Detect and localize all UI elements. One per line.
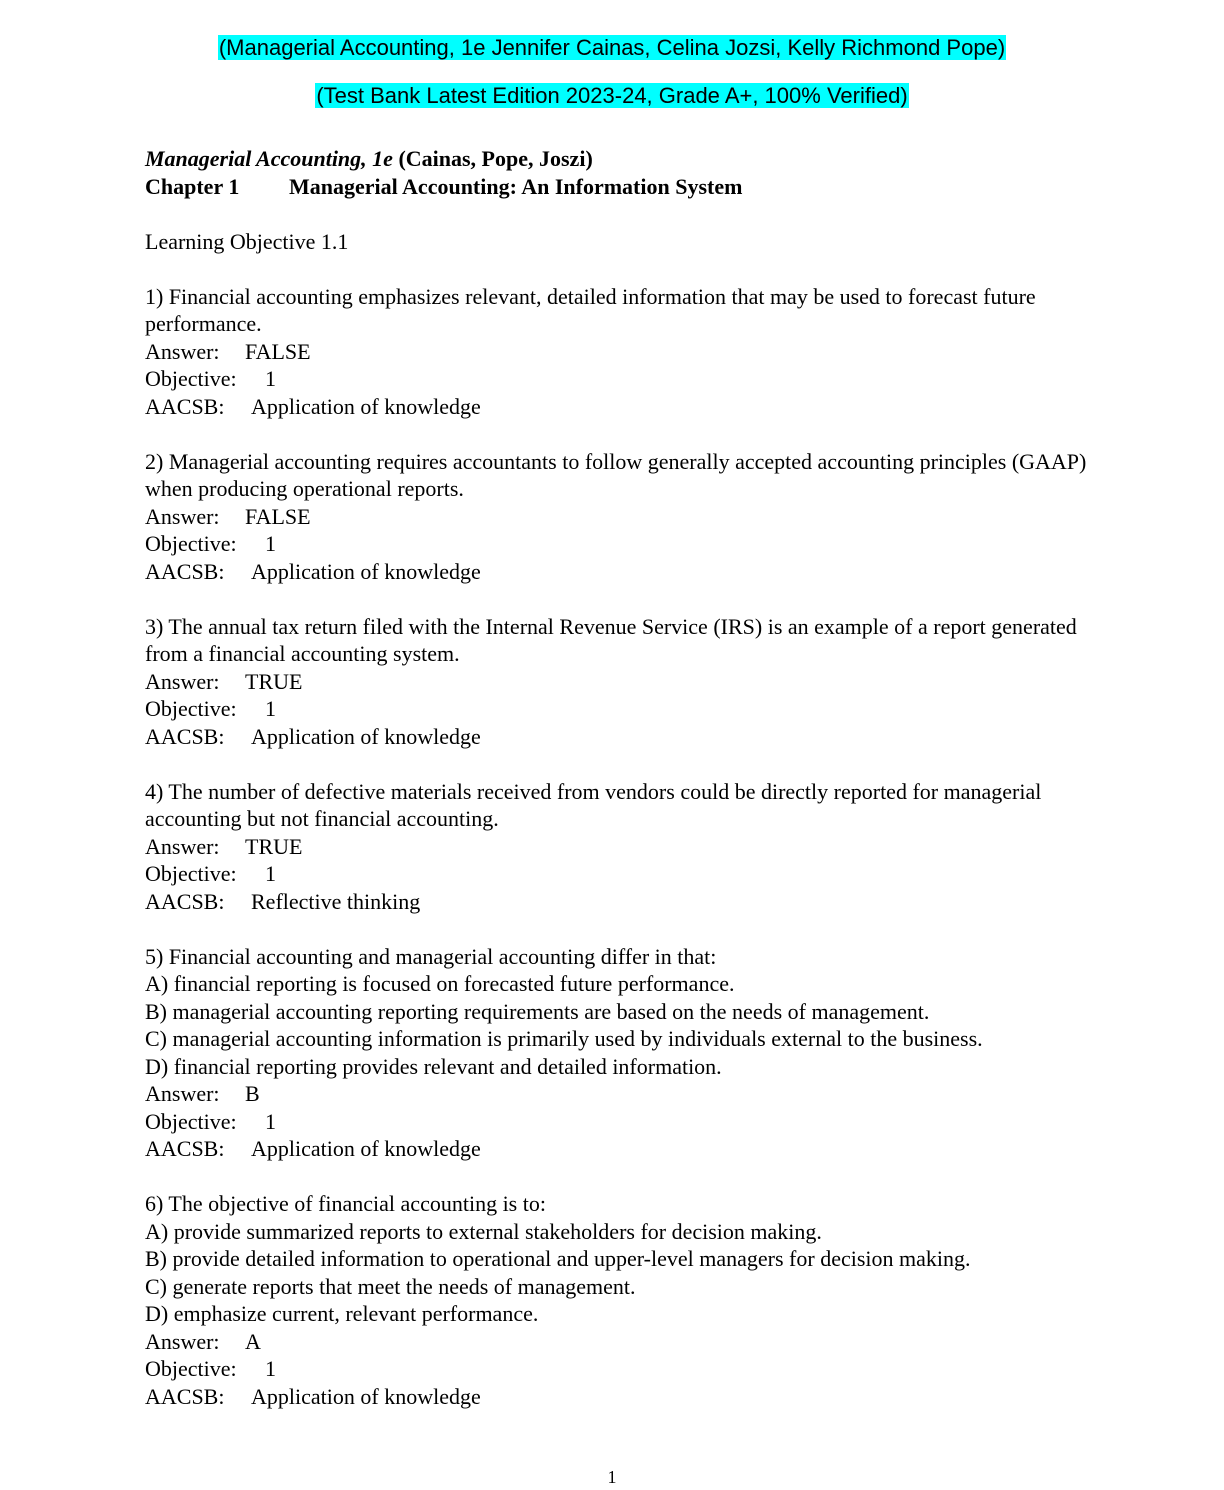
banner-subtitle-line — [0, 83, 1224, 109]
question-stem: 6) The objective of financial accounting is to: — [145, 1191, 546, 1216]
question-stem: 5) Financial accounting and managerial accounting differ in that: — [145, 943, 717, 969]
answer-value: TRUE — [245, 833, 303, 859]
objective-value: 1 — [265, 861, 276, 886]
answer-value: A — [245, 1328, 261, 1354]
banner-title-line — [0, 35, 1224, 61]
aacsb-row — [145, 723, 1105, 751]
question-stem: 3) The annual tax return filed with the Internal Revenue Service (IRS) is an example of a report generated from a financial accounting system. — [145, 613, 1077, 666]
question-block — [145, 943, 1105, 1163]
question-block — [145, 778, 1105, 916]
answer-option: B) provide detailed information to operational and upper-level managers for decision making. — [145, 1246, 971, 1271]
answer-option: C) generate reports that meet the needs of management. — [145, 1273, 636, 1299]
answer-row — [145, 1080, 1105, 1108]
answer-label: Answer: — [145, 1081, 220, 1106]
question-block — [145, 613, 1105, 751]
answer-value: FALSE — [245, 338, 311, 364]
learning-objective-heading: Learning Objective 1.1 — [145, 228, 349, 254]
objective-label: Objective: — [145, 1356, 237, 1381]
question-stem: 1) Financial accounting emphasizes relevant, detailed information that may be used to forecast future performance. — [145, 283, 1036, 336]
question-block — [145, 448, 1105, 586]
answer-option: A) financial reporting is focused on forecasted future performance. — [145, 971, 735, 996]
answer-row — [145, 1328, 1105, 1356]
answer-value: FALSE — [245, 503, 311, 529]
answer-option: C) managerial accounting information is primarily used by individuals external to the business. — [145, 1026, 983, 1051]
aacsb-value: Application of knowledge — [251, 723, 481, 749]
answer-option: D) financial reporting provides relevant and detailed information. — [145, 1053, 722, 1079]
objective-row — [145, 1355, 1105, 1383]
answer-value: TRUE — [245, 668, 303, 694]
answer-row — [145, 833, 1105, 861]
aacsb-label: AACSB: — [145, 558, 225, 584]
chapter-title: Managerial Accounting: An Information System — [289, 173, 743, 199]
aacsb-row — [145, 1383, 1105, 1411]
answer-label: Answer: — [145, 503, 220, 529]
answer-value: B — [245, 1081, 260, 1106]
question-block — [145, 1190, 1105, 1410]
objective-row — [145, 695, 1105, 723]
answer-row — [145, 668, 1105, 696]
aacsb-value: Application of knowledge — [251, 393, 481, 419]
aacsb-label: AACSB: — [145, 1136, 225, 1161]
answer-option: A) provide summarized reports to external stakeholders for decision making. — [145, 1218, 822, 1244]
aacsb-row — [145, 393, 1105, 421]
banner-title-text: (Managerial Accounting, 1e Jennifer Cainas, Celina Jozsi, Kelly Richmond Pope) — [218, 35, 1006, 60]
objective-value: 1 — [265, 1108, 276, 1134]
question-stem: 4) The number of defective materials received from vendors could be directly reported for managerial accounting but not financial accounting. — [145, 778, 1042, 831]
objective-value: 1 — [265, 696, 276, 721]
aacsb-label: AACSB: — [145, 888, 225, 914]
question-list — [145, 283, 1105, 1411]
objective-label: Objective: — [145, 366, 237, 391]
question-block — [145, 283, 1105, 421]
objective-value: 1 — [265, 366, 276, 391]
document-body — [145, 145, 1105, 1410]
objective-value: 1 — [265, 1356, 276, 1381]
aacsb-value: Reflective thinking — [251, 888, 421, 914]
objective-value: 1 — [265, 531, 276, 556]
objective-row — [145, 530, 1105, 558]
answer-label: Answer: — [145, 1328, 220, 1354]
page-number: 1 — [607, 1467, 617, 1487]
question-stem: 2) Managerial accounting requires accountants to follow generally accepted accounting principles (GAAP) when producing operational reports. — [145, 448, 1087, 501]
answer-row — [145, 338, 1105, 366]
objective-label: Objective: — [145, 861, 237, 886]
aacsb-label: AACSB: — [145, 393, 225, 419]
aacsb-value: Application of knowledge — [251, 558, 481, 584]
answer-row — [145, 503, 1105, 531]
book-title-authors: (Cainas, Pope, Joszi) — [392, 146, 593, 171]
answer-option: B) managerial accounting reporting requirements are based on the needs of management. — [145, 998, 930, 1024]
aacsb-value: Application of knowledge — [251, 1136, 481, 1161]
objective-label: Objective: — [145, 531, 237, 556]
aacsb-label: AACSB: — [145, 723, 225, 749]
objective-row — [145, 1108, 1105, 1136]
chapter-number: Chapter 1 — [145, 173, 240, 199]
banner-subtitle-text: (Test Bank Latest Edition 2023-24, Grade A+, 100% Verified) — [316, 83, 908, 108]
answer-label: Answer: — [145, 668, 220, 694]
objective-label: Objective: — [145, 1108, 237, 1134]
chapter-heading — [145, 173, 1105, 201]
aacsb-row — [145, 558, 1105, 586]
objective-row — [145, 365, 1105, 393]
answer-label: Answer: — [145, 833, 220, 859]
aacsb-row — [145, 888, 1105, 916]
objective-row — [145, 860, 1105, 888]
book-title-italic: Managerial Accounting, 1e — [145, 146, 393, 171]
answer-option: D) emphasize current, relevant performance. — [145, 1301, 539, 1326]
aacsb-label: AACSB: — [145, 1383, 225, 1409]
aacsb-value: Application of knowledge — [251, 1383, 481, 1409]
book-title — [145, 145, 1105, 173]
objective-label: Objective: — [145, 696, 237, 721]
aacsb-row — [145, 1135, 1105, 1163]
answer-label: Answer: — [145, 338, 220, 364]
